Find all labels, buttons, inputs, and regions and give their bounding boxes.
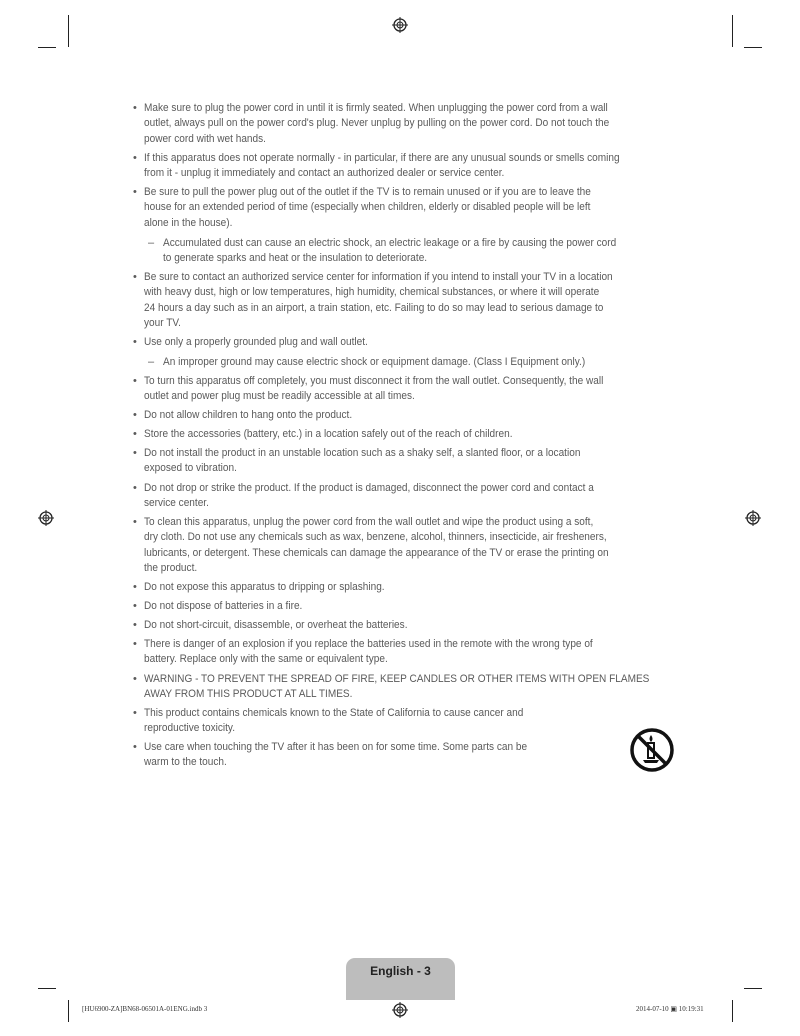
crop-mark — [732, 1000, 733, 1022]
text-line: reproductive toxicity. — [144, 722, 235, 735]
text-line: exposed to vibration. — [144, 462, 237, 475]
list-item — [133, 580, 693, 595]
text-line: with heavy dust, high or low temperatures, high humidity, chemical substances, or where it will operate — [144, 286, 600, 299]
bullet-marker: • — [133, 102, 137, 114]
text-line: dry cloth. Do not use any chemicals such as wax, benzene, alcohol, thinners, insecticide, air fresheners, — [144, 531, 607, 544]
text-line: Use care when touching the TV after it has been on for some time. Some parts can be — [144, 741, 528, 753]
list-item — [133, 618, 693, 633]
bullet-marker: • — [133, 707, 137, 719]
text-line: WARNING - TO PREVENT THE SPREAD OF FIRE, KEEP CANDLES OR OTHER ITEMS WITH OPEN FLAMES — [144, 673, 650, 685]
text-line: 24 hours a day such as in an airport, a train station, etc. Failing to do so may lead to serious damage to — [144, 301, 604, 314]
text-line: An improper ground may cause electric shock or equipment damage. (Class I Equipment only.) — [163, 356, 586, 368]
text-line: Do not allow children to hang onto the product. — [144, 409, 353, 421]
text-line: This product contains chemicals known to the State of California to cause cancer and — [144, 707, 524, 719]
crop-mark — [744, 47, 762, 48]
page-label: English - 3 — [370, 964, 431, 978]
text-line: warm to the touch. — [144, 756, 227, 769]
crop-mark — [68, 15, 69, 47]
bullet-marker: • — [133, 152, 137, 164]
text-line: to generate sparks and heat or the insulation to deteriorate. — [163, 252, 428, 265]
list-item — [133, 637, 693, 668]
text-line: Accumulated dust can cause an electric shock, an electric leakage or a fire by causing the power cord — [163, 237, 617, 249]
bullet-marker: • — [133, 271, 137, 283]
text-line: from it - unplug it immediately and contact an authorized dealer or service center. — [144, 167, 505, 180]
crop-mark — [38, 47, 56, 48]
bullet-marker: • — [133, 428, 137, 440]
bullet-marker: • — [133, 447, 137, 459]
text-line: lubricants, or detergent. These chemicals can damage the appearance of the TV or erase the printing on — [144, 546, 609, 559]
list-item — [133, 151, 693, 182]
text-line: Do not expose this apparatus to dripping or splashing. — [144, 581, 385, 593]
list-item — [133, 515, 693, 577]
text-line: Do not install the product in an unstable location such as a shaky self, a slanted floor, or a location — [144, 447, 581, 459]
bullet-marker: • — [133, 186, 137, 198]
no-open-flame-icon — [629, 727, 675, 773]
text-line: Make sure to plug the power cord in until it is firmly seated. When unplugging the power cord from a wall — [144, 102, 608, 114]
list-item — [133, 672, 693, 703]
text-line: Do not dispose of batteries in a fire. — [144, 600, 303, 612]
text-line: Be sure to contact an authorized service center for information if you intend to install your TV in a location — [144, 271, 613, 283]
bullet-marker: • — [133, 375, 137, 387]
crop-mark — [732, 15, 733, 47]
text-line: AWAY FROM THIS PRODUCT AT ALL TIMES. — [144, 688, 353, 701]
bullet-marker: • — [133, 673, 137, 685]
list-item — [133, 446, 693, 477]
footer-timestamp: 2014-07-10 ▣ 10:19:31 — [636, 1005, 704, 1013]
bullet-marker: • — [133, 619, 137, 631]
registration-mark-icon — [392, 17, 408, 33]
text-line: Store the accessories (battery, etc.) in a location safely out of the reach of children. — [144, 428, 513, 440]
text-line: the product. — [144, 562, 198, 575]
text-line: To turn this apparatus off completely, you must disconnect it from the wall outlet. Consequently, the wall — [144, 375, 604, 387]
crop-mark — [744, 988, 762, 989]
registration-mark-icon — [745, 510, 761, 526]
text-line: Use only a properly grounded plug and wall outlet. — [144, 336, 368, 348]
text-line: house for an extended period of time (especially when children, elderly or disabled people will be left — [144, 201, 591, 214]
bullet-marker: • — [133, 741, 137, 753]
list-item — [133, 185, 693, 231]
bullet-marker: • — [133, 516, 137, 528]
bullet-marker: • — [133, 482, 137, 494]
dash-marker: – — [148, 356, 155, 368]
text-line: There is danger of an explosion if you replace the batteries used in the remote with the wrong type of — [144, 638, 593, 650]
text-line: alone in the house). — [144, 216, 233, 229]
page-number-tab — [346, 958, 455, 1000]
text-line: your TV. — [144, 317, 181, 330]
dash-marker: – — [148, 237, 155, 249]
list-item — [133, 706, 693, 737]
text-line: To clean this apparatus, unplug the power cord from the wall outlet and wipe the product using a soft, — [144, 516, 594, 528]
list-item — [133, 101, 693, 147]
text-line: If this apparatus does not operate normally - in particular, if there are any unusual sounds or smells coming — [144, 152, 620, 164]
bullet-marker: • — [133, 581, 137, 593]
list-item — [133, 408, 693, 423]
bullet-marker: • — [133, 409, 137, 421]
crop-mark — [68, 1000, 69, 1022]
crop-mark — [38, 988, 56, 989]
text-line: battery. Replace only with the same or equivalent type. — [144, 653, 388, 666]
sub-note — [133, 236, 693, 267]
bullet-marker: • — [133, 336, 137, 348]
text-line: Be sure to pull the power plug out of the outlet if the TV is to remain unused or if you are to leave the — [144, 186, 591, 198]
text-line: service center. — [144, 497, 209, 510]
list-item — [133, 481, 693, 512]
bullet-marker: • — [133, 600, 137, 612]
list-item — [133, 270, 693, 332]
footer-file-name: [HU6900-ZA]BN68-06501A-01ENG.indb 3 — [82, 1005, 208, 1013]
list-item — [133, 427, 693, 442]
list-item — [133, 740, 693, 771]
registration-mark-icon — [392, 1002, 408, 1018]
text-line: Do not drop or strike the product. If the product is damaged, disconnect the power cord and contact a — [144, 482, 594, 494]
text-line: outlet, always pull on the power cord's plug. Never unplug by pulling on the power cord. Do not touch the — [144, 117, 610, 130]
text-line: power cord with wet hands. — [144, 132, 266, 145]
list-item — [133, 599, 693, 614]
text-line: outlet and power plug must be readily accessible at all times. — [144, 390, 415, 403]
bullet-marker: • — [133, 638, 137, 650]
registration-mark-icon — [38, 510, 54, 526]
list-item — [133, 335, 693, 350]
list-item — [133, 374, 693, 405]
text-line: Do not short-circuit, disassemble, or overheat the batteries. — [144, 619, 408, 631]
sub-note — [133, 355, 693, 370]
